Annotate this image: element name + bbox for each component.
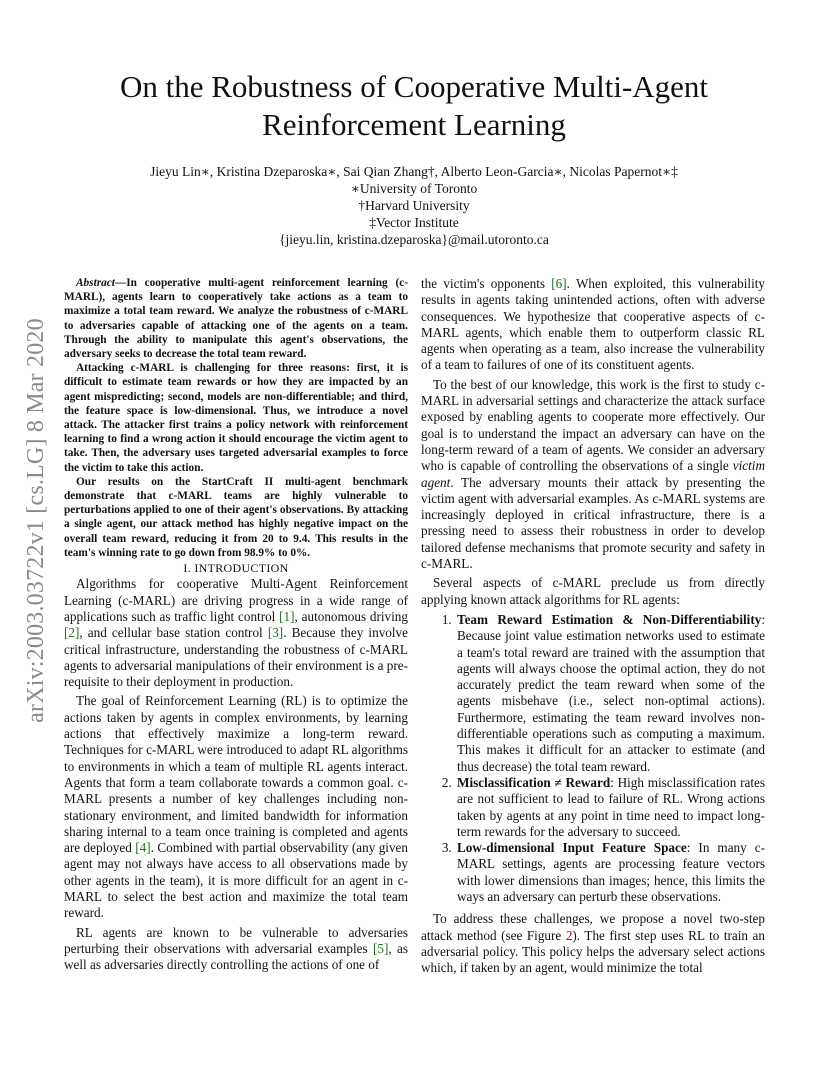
citation-link[interactable]: [1] [279,608,295,624]
intro-paragraph-continued [421,276,765,374]
intro-p2-text-b: . Combined with partial observability (any given agent may not always have access to all observations made by other agents in the team), it is more difficult for an agent in c-MARL to select the best action and maximize the total team reward. [64,840,408,921]
challenge-label: Low-dimensional Input Feature Space [457,840,687,856]
intro-p1-text-d: . Because they involve critical infrastructure, understanding the robustness of c-MARL agents to adversarial manipulations of their environment is a pre-requisite to their deployment in production. [64,625,408,690]
challenge-label: Misclassification ≠ Reward [457,774,611,790]
affiliation-toronto: ∗University of Toronto [350,181,478,196]
right-column [421,276,765,976]
citation-link[interactable]: [6] [551,276,567,291]
figure-reference-link[interactable]: 2 [565,927,573,943]
intro-r2-text-b: . The adversary mounts their attack by presenting the victim agent with adversarial examples. As c-MARL systems are increasingly deployed in critical infrastructure, there is a pressing need to assess their robustness in order to develop tailored defense mechanisms that promote security and safety in c-MARL. [421,474,765,572]
abstract-paragraph-3: Our results on the StartCraft II multi-agent benchmark demonstrate that c-MARL teams are highly vulnerable to perturbations applied to one of their agent's observations. By attacking a single agent, our attack method has highly negative impact on the overall team reward, reducing it from 20 to 9.4. This results in the team's winning rate to go down from 98.9% to 0%. [64,475,408,559]
challenges-list [421,612,765,905]
intro-r2-text-a: To the best of our knowledge, this work is the first to study c-MARL in adversarial settings and characterize the attack surface exposed by enabling agents to cooperate more effectively. Our goal is to understand the impact an adversary can have on the long-term reward of a team of agents. We consider an adversary who is capable of controlling the observations of a single [421,376,765,474]
author-emails: {jieyu.lin, kristina.dzeparoska}@mail.utoronto.ca [279,232,549,247]
list-item [455,840,765,905]
intro-p1-text-a: Algorithms for cooperative Multi-Agent Reinforcement Learning (c-MARL) are driving progress in a wide range of applications such as traffic light control [64,576,408,624]
left-column [64,276,408,973]
challenge-label: Team Reward Estimation & Non-Differentiability [457,611,762,627]
arxiv-identifier: arXiv:2003.03722v1 [cs.LG] 8 Mar 2020 [22,317,49,723]
intro-r1-text-a: the victim's opponents [421,276,552,291]
intro-paragraph-3 [64,925,408,974]
challenge-text: : Because joint value estimation networks used to estimate a team's total reward are trained with the assumption that agents will always choose the optimal action, they do not accurately predict the team reward when some of the agents misbehave (i.e., select non-optimal actions). Furthermore, estimating the team reward involves non-differentiable operations such as computing a maximum. This makes it difficult for an attacker to estimate (and thus decrease) the total team reward. [457,611,765,774]
intro-r4-text-a: To address these challenges, we propose a novel two-step attack method (see Figure [421,911,765,943]
intro-r4-text-b: ). The first step uses RL to train an adversarial policy. This policy helps the adversary select actions which, if taken by an agent, would minimize the total [421,927,765,976]
intro-paragraph-1 [64,576,408,690]
challenge-text: : High misclassification rates are not sufficient to lead to failure of RL. Wrong actions taken by agents at any point in time need to impact long-term rewards for the adversary to succeed. [457,774,765,839]
abstract-text-1: —In cooperative multi-agent reinforcement learning (c-MARL), agents learn to cooperatively take actions as a team to maximize a total team reward. We analyze the robustness of c-MARL to adversaries capable of attacking one of the agents on a team. Through the ability to manipulate this agent's observations, the adversary seeks to decrease the total team reward. [64,277,408,361]
intro-paragraph-2 [64,693,408,921]
abstract-paragraph-1 [64,276,408,361]
title-line-1: On the Robustness of Cooperative Multi-Agent [119,69,709,104]
intro-p1-text-b: , autonomous driving [294,608,408,624]
intro-p3-text-b: , as well as adversaries directly controlling the actions of one of [64,940,408,973]
challenge-text: : In many c-MARL settings, agents are processing feature vectors with lower dimensions than images; hence, this limits the ways an adversary can perturb these observations. [457,840,765,904]
victim-agent-term: victim agent [421,458,765,490]
arxiv-side-stamp [16,290,56,750]
section-heading-introduction: I. INTRODUCTION [183,561,289,576]
paper-title [60,68,768,144]
author-block [60,163,768,248]
intro-r1-text-b: . When exploited, this vulnerability results in agents taking unintended actions, often with adverse consequences. We hypothesize that cooperative aspects of c-MARL agents, which enable them to outperform classic RL agents when operating as a team, also increase the vulnerability of a team to failures of one of its constituent agents. [421,276,765,373]
citation-link[interactable]: [2] [64,625,80,641]
list-item [455,775,765,840]
author-list: Jieyu Lin∗, Kristina Dzeparoska∗, Sai Qian Zhang†, Alberto Leon-Garcia∗, Nicolas Papernot∗‡ [150,164,678,179]
title-line-2: Reinforcement Learning [262,107,566,142]
intro-paragraph-6 [421,911,765,976]
affiliation-harvard: †Harvard University [358,198,470,213]
list-item [455,612,765,775]
intro-p2-text-a: The goal of Reinforcement Learning (RL) is to optimize the actions taken by agents in complex environments, by learning actions that effectively maximize a long-term reward. Techniques for c-MARL were introduced to adapt RL algorithms to environments in which a team of multiple RL agents interact. Agents that form a team collaborate towards a common goal. c-MARL presents a number of key challenges including non-stationary environment, and limited bandwidth for information sharing internal to a team once training is completed and agents are deployed [64,693,408,856]
intro-paragraph-4 [421,377,765,573]
intro-p3-text-a: RL agents are known to be vulnerable to adversaries perturbing their observations with adversarial examples [64,924,408,956]
abstract-paragraph-2: Attacking c-MARL is challenging for three reasons: first, it is difficult to estimate team rewards or how they are impacted by an agent mispredicting; second, models are non-differentiable; and third, the feature space is low-dimensional. Thus, we introduce a novel attack. The attacker first trains a policy network with reinforcement learning to find a wrong action it should encourage the victim agent to take. Then, the adversary uses targeted adversarial examples to force the victim to take this action. [64,362,408,474]
citation-link[interactable]: [5] [372,940,389,956]
affiliation-vector: ‡Vector Institute [369,215,459,230]
abstract-label: Abstract [76,277,115,289]
intro-p1-text-c: , and cellular base station control [79,625,268,641]
intro-paragraph-5: Several aspects of c-MARL preclude us from directly applying known attack algorithms for RL agents: [421,575,765,607]
citation-link[interactable]: [3] [267,625,284,641]
citation-link[interactable]: [4] [135,840,151,856]
